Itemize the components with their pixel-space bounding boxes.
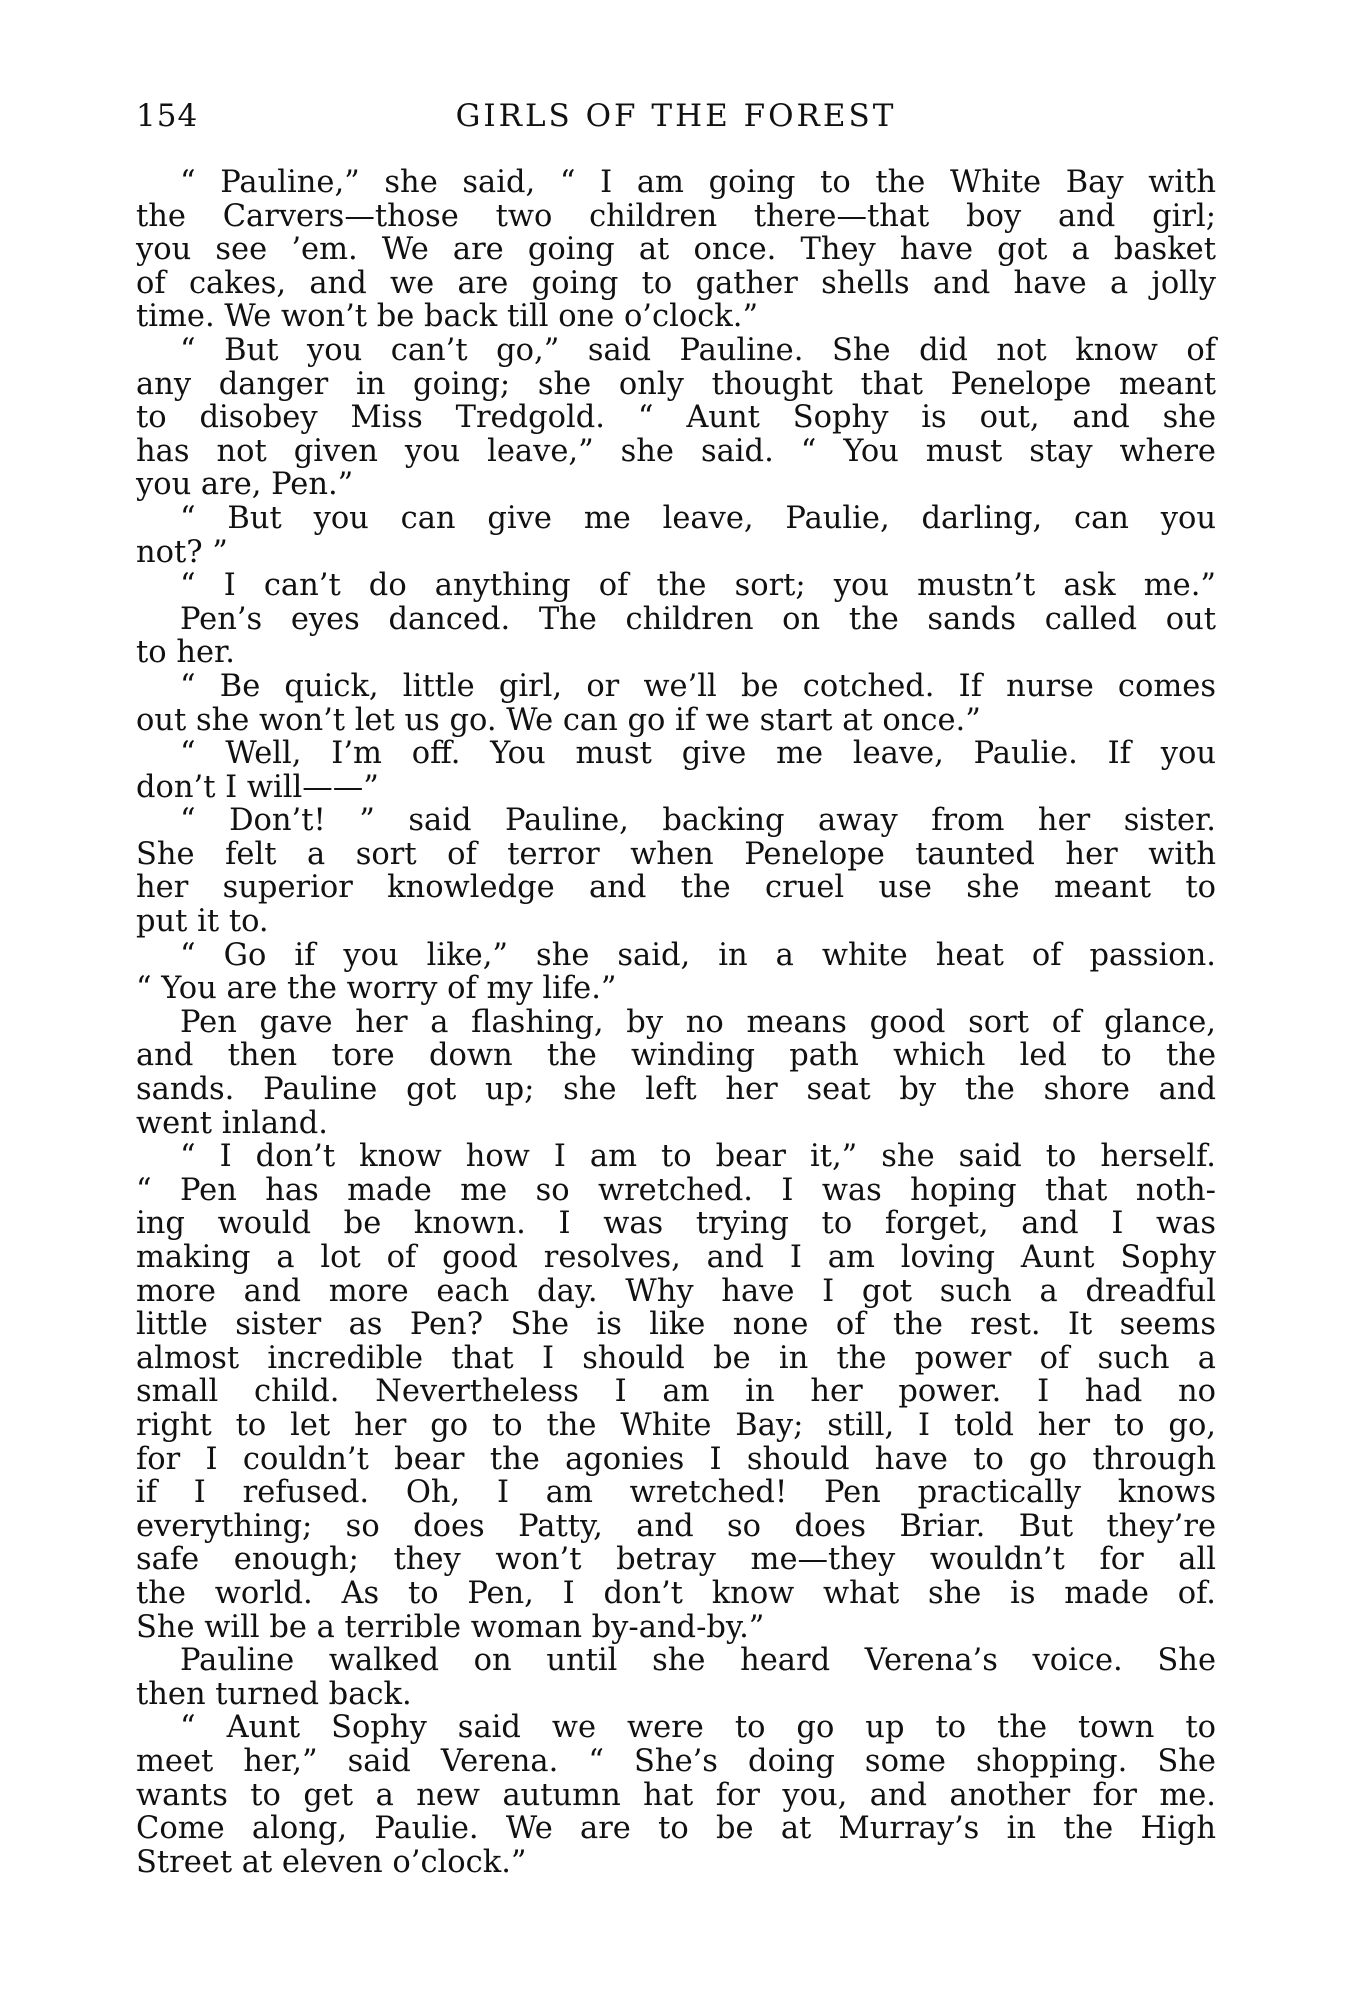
text-line: “ I don’t know how I am to bear it,” she said to herself.	[180, 1139, 1216, 1175]
text-line: She felt a sort of terror when Penelope taunted her with	[136, 836, 1216, 872]
text-line: almost incredible that I should be in the power of such a	[136, 1340, 1216, 1376]
text-line: Pen gave her a flashing, by no means good sort of glance,	[180, 1004, 1216, 1040]
text-line: time. We won’t be back till one o’clock.”	[136, 299, 759, 335]
text-line: has not given you leave,” she said. “ You must stay where	[136, 433, 1216, 469]
text-line: “ But you can give me leave, Paulie, darling, can you	[180, 500, 1216, 536]
text-line: if I refused. Oh, I am wretched! Pen practically knows	[136, 1475, 1216, 1511]
text-line: right to let her go to the White Bay; still, I told her to go,	[136, 1407, 1216, 1443]
text-line: out she won’t let us go. We can go if we start at once.”	[136, 702, 981, 738]
text-line: more and more each day. Why have I got such a dreadful	[136, 1273, 1216, 1309]
text-line: put it to.	[136, 904, 269, 940]
page-header	[136, 98, 1216, 146]
page-number: 154	[136, 98, 199, 134]
text-line: of cakes, and we are going to gather shells and have a jolly	[136, 265, 1216, 301]
text-line: “ Go if you like,” she said, in a white heat of passion.	[180, 937, 1216, 973]
text-line: “ Well, I’m off. You must give me leave, Paulie. If you	[180, 736, 1216, 772]
text-line: ing would be known. I was trying to forget, and I was	[136, 1206, 1216, 1242]
text-line: for I couldn’t bear the agonies I should have to go through	[136, 1441, 1216, 1477]
text-line: Street at eleven o’clock.”	[136, 1844, 527, 1880]
text-line: safe enough; they won’t betray me—they wouldn’t for all	[136, 1542, 1216, 1578]
text-line: the world. As to Pen, I don’t know what she is made of.	[136, 1575, 1216, 1611]
text-line: the Carvers—those two children there—that boy and girl;	[136, 198, 1216, 234]
text-line: small child. Nevertheless I am in her power. I had no	[136, 1374, 1216, 1410]
text-line: don’t I will——”	[136, 769, 379, 805]
text-line: “ But you can’t go,” said Pauline. She did not know of	[180, 332, 1216, 368]
text-line: “ Pauline,” she said, “ I am going to the White Bay with	[180, 165, 1216, 200]
text-line: to her.	[136, 635, 235, 671]
running-title: GIRLS OF THE FOREST	[455, 98, 897, 134]
text-line: any danger in going; she only thought that Penelope meant	[136, 366, 1216, 402]
text-line: wants to get a new autumn hat for you, and another for me.	[136, 1777, 1216, 1813]
text-line: Pen’s eyes danced. The children on the sands called out	[180, 601, 1216, 637]
text-line: little sister as Pen? She is like none of the rest. It seems	[136, 1307, 1216, 1343]
text-line: to disobey Miss Tredgold. “ Aunt Sophy is out, and she	[136, 400, 1216, 436]
text-line: everything; so does Patty, and so does Briar. But they’re	[136, 1508, 1216, 1544]
text-line: you are, Pen.”	[136, 467, 354, 503]
text-line: “ Aunt Sophy said we were to go up to the town to	[180, 1710, 1216, 1746]
text-line: went inland.	[136, 1105, 328, 1141]
text-line: you see ’em. We are going at once. They have got a basket	[136, 232, 1216, 268]
text-line: her superior knowledge and the cruel use she meant to	[136, 870, 1216, 906]
text-line: “ Don’t! ” said Pauline, backing away from her sister.	[180, 803, 1216, 839]
body-text	[136, 166, 1216, 1879]
text-line: then turned back.	[136, 1676, 412, 1712]
text-line: sands. Pauline got up; she left her seat by the shore and	[136, 1072, 1216, 1108]
text-line: “ Pen has made me so wretched. I was hoping that noth-	[136, 1172, 1216, 1208]
text-line: “ You are the worry of my life.”	[136, 971, 617, 1007]
text-line: and then tore down the winding path which led to the	[136, 1038, 1216, 1074]
text-line: making a lot of good resolves, and I am loving Aunt Sophy	[136, 1240, 1216, 1275]
text-line: “ Be quick, little girl, or we’ll be cotched. If nurse comes	[180, 668, 1216, 704]
text-line: “ I can’t do anything of the sort; you mustn’t ask me.”	[180, 568, 1216, 604]
text-line: She will be a terrible woman by-and-by.”	[136, 1609, 765, 1645]
text-line: Come along, Paulie. We are to be at Murray’s in the High	[136, 1811, 1216, 1847]
text-line: meet her,” said Verena. “ She’s doing some shopping. She	[136, 1743, 1216, 1779]
text-line: Pauline walked on until she heard Verena’s voice. She	[180, 1643, 1216, 1679]
text-line: not? ”	[136, 534, 228, 570]
